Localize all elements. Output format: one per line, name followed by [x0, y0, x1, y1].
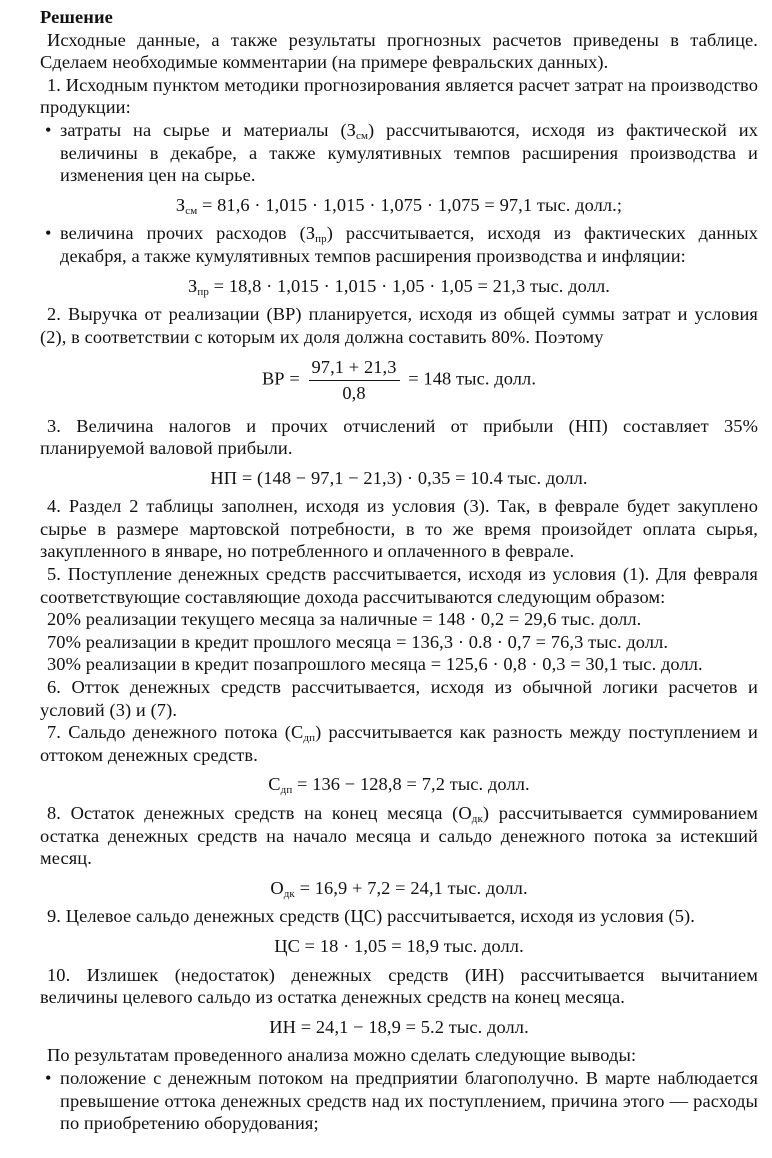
- formula-surplus: ИН = 24,1 − 18,9 = 5.2 тыс. долл.: [269, 1016, 529, 1037]
- formula-other-expenses-lhs: З: [188, 275, 198, 296]
- formula-cash-flow-sub: дп: [280, 784, 293, 797]
- formula-revenue-fraction: [309, 356, 400, 404]
- formula-other-expenses-rhs: = 18,8 · 1,015 · 1,015 · 1,05 · 1,05 = 21,3 тыс. долл.: [208, 275, 610, 296]
- formula-revenue-numerator: 97,1 + 21,3: [309, 356, 400, 381]
- formula-taxes: НП = (148 − 97,1 − 21,3) · 0,35 = 10.4 тыс. долл.: [210, 467, 588, 488]
- formula-cash-flow: [40, 773, 758, 796]
- bullet-raw-materials: [40, 119, 758, 187]
- item-7-post: ) рассчитывается как разность между поступлением и оттоком денежных средств.: [40, 722, 758, 765]
- item-5-line-2: 70% реализации в кредит прошлого месяца = 136,3 · 0.8 · 0,7 = 76,3 тыс. долл.: [47, 631, 669, 652]
- bullet-other-expenses-pre: величина прочих расходов (З: [60, 223, 316, 244]
- bullet-other-expenses-post: ) рассчитывается, исходя из фактических данных декабря, а также кумулятивных темпов расширения производства и инфляции:: [60, 223, 759, 266]
- bullet-raw-materials-pre: затраты на сырье и материалы (З: [60, 119, 356, 140]
- item-3: 3. Величина налогов и прочих отчислений от прибыли (НП) составляет 35% планируемой валовой прибыли.: [40, 415, 758, 459]
- bullet-raw-materials-post: ) рассчитываются, исходя из фактической их величины в декабре, а также кумулятивных темпов расширения производства и изменения цен на сырье.: [60, 119, 758, 186]
- item-8-post: ) рассчитывается суммированием остатка денежных средств на начало месяца и сальдо денежного потока за истекший месяц.: [40, 803, 758, 869]
- formula-revenue-rhs: = 148 тыс. долл.: [408, 368, 537, 389]
- item-7: [40, 721, 758, 766]
- item-4: 4. Раздел 2 таблицы заполнен, исходя из условия (3). Так, в феврале будет закуплено сырье в размере мартовской потребности, в то же время произойдет оплата сырья, закупленного в январе, но потребленного и оплаченного в феврале.: [40, 496, 758, 562]
- bullet-conclusion-1-text: положение с денежным потоком на предприятии благополучно. В марте наблюдается превышение оттока денежных средств над их поступлением, причина этого — расходы по приобретению оборудования;: [60, 1067, 758, 1134]
- formula-revenue: [40, 356, 758, 404]
- formula-revenue-denominator: 0,8: [342, 382, 366, 403]
- item-8-pre: 8. Остаток денежных средств на конец месяца (О: [47, 803, 472, 823]
- item-8-sub: дк: [471, 813, 483, 825]
- bullet-dot-icon: •: [45, 1067, 52, 1088]
- item-7-pre: 7. Сальдо денежного потока (С: [47, 722, 304, 743]
- formula-other-expenses-sub: пр: [197, 285, 209, 298]
- formula-cash-flow-lhs: С: [268, 774, 281, 795]
- formula-end-balance-sub: дк: [283, 887, 295, 900]
- formula-target-balance: ЦС = 18 · 1,05 = 18,9 тыс. долл.: [274, 935, 524, 956]
- formula-end-balance-rhs: = 16,9 + 7,2 = 24,1 тыс. долл.: [294, 877, 528, 898]
- formula-cash-flow-rhs: = 136 − 128,8 = 7,2 тыс. долл.: [292, 774, 530, 795]
- bullet-conclusion-1: [40, 1067, 758, 1135]
- item-5-line-3: 30% реализации в кредит позапрошлого месяца = 125,6 · 0,8 · 0,3 = 30,1 тыс. долл.: [47, 654, 703, 675]
- item-2: 2. Выручка от реализации (ВР) планируется, исходя из общей суммы затрат и условия (2), в соответствии с которым их доля должна составить 80%. Поэтому: [40, 304, 758, 347]
- item-6: 6. Отток денежных средств рассчитывается, исходя из обычной логики расчетов и условий (3) и (7).: [40, 677, 758, 720]
- item-8: [40, 802, 758, 870]
- bullet-dot-icon: •: [45, 223, 52, 244]
- formula-end-balance-lhs: О: [270, 877, 284, 898]
- formula-end-balance: [40, 877, 758, 900]
- item-5: 5. Поступление денежных средств рассчитывается, исходя из условия (1). Для февраля соответствующие составляющие дохода рассчитываются следующим образом:: [40, 564, 758, 607]
- intro-paragraph: Исходные данные, а также результаты прогнозных расчетов приведены в таблице. Сделаем необходимые комментарии (на примере февральских данных).: [40, 29, 758, 73]
- formula-raw-materials-rhs: = 81,6 · 1,015 · 1,015 · 1,075 · 1,075 = 97,1 тыс. долл.;: [197, 194, 623, 215]
- item-9: 9. Целевое сальдо денежных средств (ЦС) рассчитывается, исходя из условия (5).: [47, 906, 695, 927]
- bullet-raw-materials-sub: см: [355, 129, 369, 142]
- item-10: 10. Излишек (недостаток) денежных средств (ИН) рассчитывается вычитанием величины целевого сальдо из остатка денежных средств на конец месяца.: [40, 964, 758, 1008]
- solution-heading: Решение: [40, 7, 113, 27]
- bullet-other-expenses-sub: пр: [315, 233, 327, 246]
- bullet-dot-icon: •: [45, 119, 52, 140]
- formula-raw-materials-lhs: З: [175, 194, 186, 215]
- conclusion-intro: По результатам проведенного анализа можно сделать следующие выводы:: [47, 1045, 637, 1066]
- formula-raw-materials: [40, 194, 758, 217]
- formula-revenue-lhs: ВР =: [261, 368, 300, 389]
- item-1: 1. Исходным пунктом методики прогнозирования является расчет затрат на производство продукции:: [40, 74, 758, 118]
- formula-other-expenses: [40, 275, 758, 298]
- item-7-sub: дп: [303, 732, 316, 745]
- formula-raw-materials-sub: см: [185, 204, 198, 217]
- bullet-other-expenses: [40, 222, 758, 267]
- item-5-line-1: 20% реализации текущего месяца за наличные = 148 · 0,2 = 29,6 тыс. долл.: [47, 609, 642, 630]
